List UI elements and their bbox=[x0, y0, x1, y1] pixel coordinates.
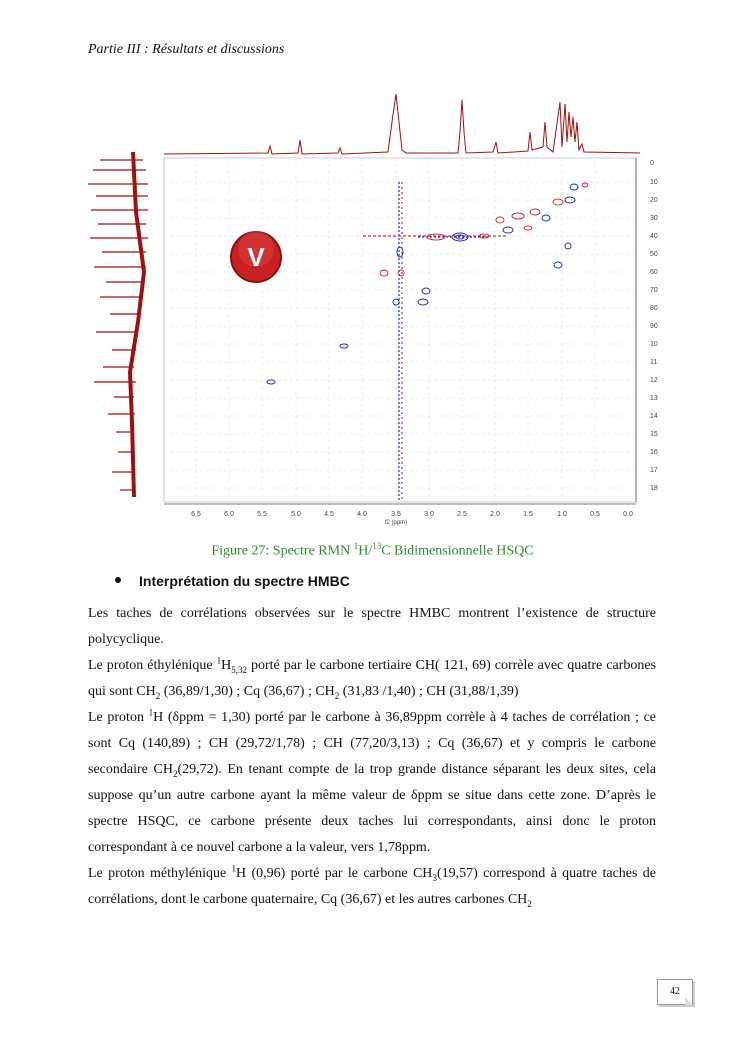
y-tick: 20 bbox=[650, 197, 658, 204]
paragraph-2: Le proton éthylénique $^1H_{5,32}$ porté par le carbone tertiaire CH( 121, 69) corrèle avec quatre carbones qui sont $CH_2$ (36,89/1,30) ; Cq (36,67) ; $CH_2$ (31,83 /1,40) ; CH (31,88/1,39) bbox=[88, 655, 656, 701]
x-tick: 6.5 bbox=[191, 511, 201, 518]
x-axis-label: f2 (ppm) bbox=[384, 520, 408, 526]
top-projection-trace bbox=[164, 94, 640, 154]
y-tick: 40 bbox=[650, 233, 658, 240]
y-tick: 13 bbox=[650, 395, 658, 402]
x-tick: 6.0 bbox=[224, 511, 234, 518]
x-tick: 4.0 bbox=[357, 511, 367, 518]
y-axis-ticks bbox=[650, 160, 658, 492]
y-tick: 14 bbox=[650, 413, 658, 420]
body-text bbox=[88, 601, 656, 913]
page-number-text: 42 bbox=[670, 986, 680, 997]
figure-caption bbox=[0, 541, 745, 560]
x-tick: 4.5 bbox=[324, 511, 334, 518]
caption-mid: H/ bbox=[358, 543, 373, 559]
badge-letter: V bbox=[247, 242, 265, 272]
y-tick: 10 bbox=[650, 179, 658, 186]
paragraph-4: Le proton méthylénique $^1$H (0,96) porté par le carbone $CH_3(19,57)$ correspond à quatre taches de corrélations, dont le carbone quaternaire, Cq (36,67) et les autres carbones $CH_2$ bbox=[88, 863, 656, 909]
page-number bbox=[657, 979, 693, 1005]
x-tick: 2.0 bbox=[490, 511, 500, 518]
y-tick: 12 bbox=[650, 377, 658, 384]
x-tick: 5.0 bbox=[291, 511, 301, 518]
y-tick: 11 bbox=[650, 359, 658, 366]
caption-sup1: 1 bbox=[353, 541, 359, 551]
hsqc-spectrum-plot bbox=[88, 92, 658, 532]
y-tick: 50 bbox=[650, 251, 658, 258]
x-tick: 2.5 bbox=[457, 511, 467, 518]
x-tick: 1.5 bbox=[523, 511, 533, 518]
x-tick: 5.5 bbox=[257, 511, 267, 518]
y-tick: 18 bbox=[650, 485, 658, 492]
caption-sup2: 13 bbox=[372, 541, 382, 551]
hsqc-spectrum-figure bbox=[88, 92, 658, 532]
caption-suffix: C Bidimensionnelle HSQC bbox=[381, 543, 534, 559]
y-tick: 10 bbox=[650, 341, 658, 348]
bullet-icon bbox=[115, 577, 121, 583]
page-fold-icon bbox=[685, 997, 693, 1005]
y-tick: 15 bbox=[650, 431, 658, 438]
y-tick: 80 bbox=[650, 305, 658, 312]
compound-badge bbox=[231, 231, 281, 282]
y-tick: 17 bbox=[650, 467, 658, 474]
x-axis-ticks bbox=[191, 511, 633, 526]
y-tick: 70 bbox=[650, 287, 658, 294]
y-tick: 60 bbox=[650, 269, 658, 276]
running-header: Partie III : Résultats et discussions bbox=[88, 42, 285, 57]
plot-frame bbox=[164, 158, 636, 502]
caption-prefix: Figure 27: Spectre RMN bbox=[211, 543, 354, 559]
y-tick: 90 bbox=[650, 323, 658, 330]
x-tick: 3.5 bbox=[391, 511, 401, 518]
x-tick: 1.0 bbox=[557, 511, 567, 518]
y-tick: 16 bbox=[650, 449, 658, 456]
paragraph-1: Les taches de corrélations observées sur le spectre HMBC montrent l’existence de structure polycyclique. bbox=[88, 606, 656, 647]
section-heading: Interprétation du spectre HMBC bbox=[139, 573, 350, 589]
x-tick: 3.0 bbox=[424, 511, 434, 518]
paragraph-3: Le proton $^1$H (δppm = 1,30) porté par le carbone à 36,89ppm corrèle à 4 taches de corrélation ; ce sont Cq (140,89) ; CH (29,72/1,78) ; CH (77,20/3,13) ; Cq (36,67) et y compris le carbone secondaire $CH_2(29,72)$. En tenant compte de la trop grande distance séparant les deux sites, cela suppose qu’un autre carbone ayant la même valeur de δppm se situe dans cette zone. D’après le spectre HSQC, ce carbone présente deux taches lui correspondants, ainsi donc le proton correspondant à ce nouvel carbone a la valeur, vers 1,78ppm. bbox=[88, 707, 657, 855]
section-bullet bbox=[115, 573, 350, 589]
x-tick: 0.5 bbox=[590, 511, 600, 518]
left-projection-envelope bbox=[130, 152, 144, 497]
y-tick: 0 bbox=[650, 160, 654, 167]
x-tick: 0.0 bbox=[623, 511, 633, 518]
y-tick: 30 bbox=[650, 215, 658, 222]
